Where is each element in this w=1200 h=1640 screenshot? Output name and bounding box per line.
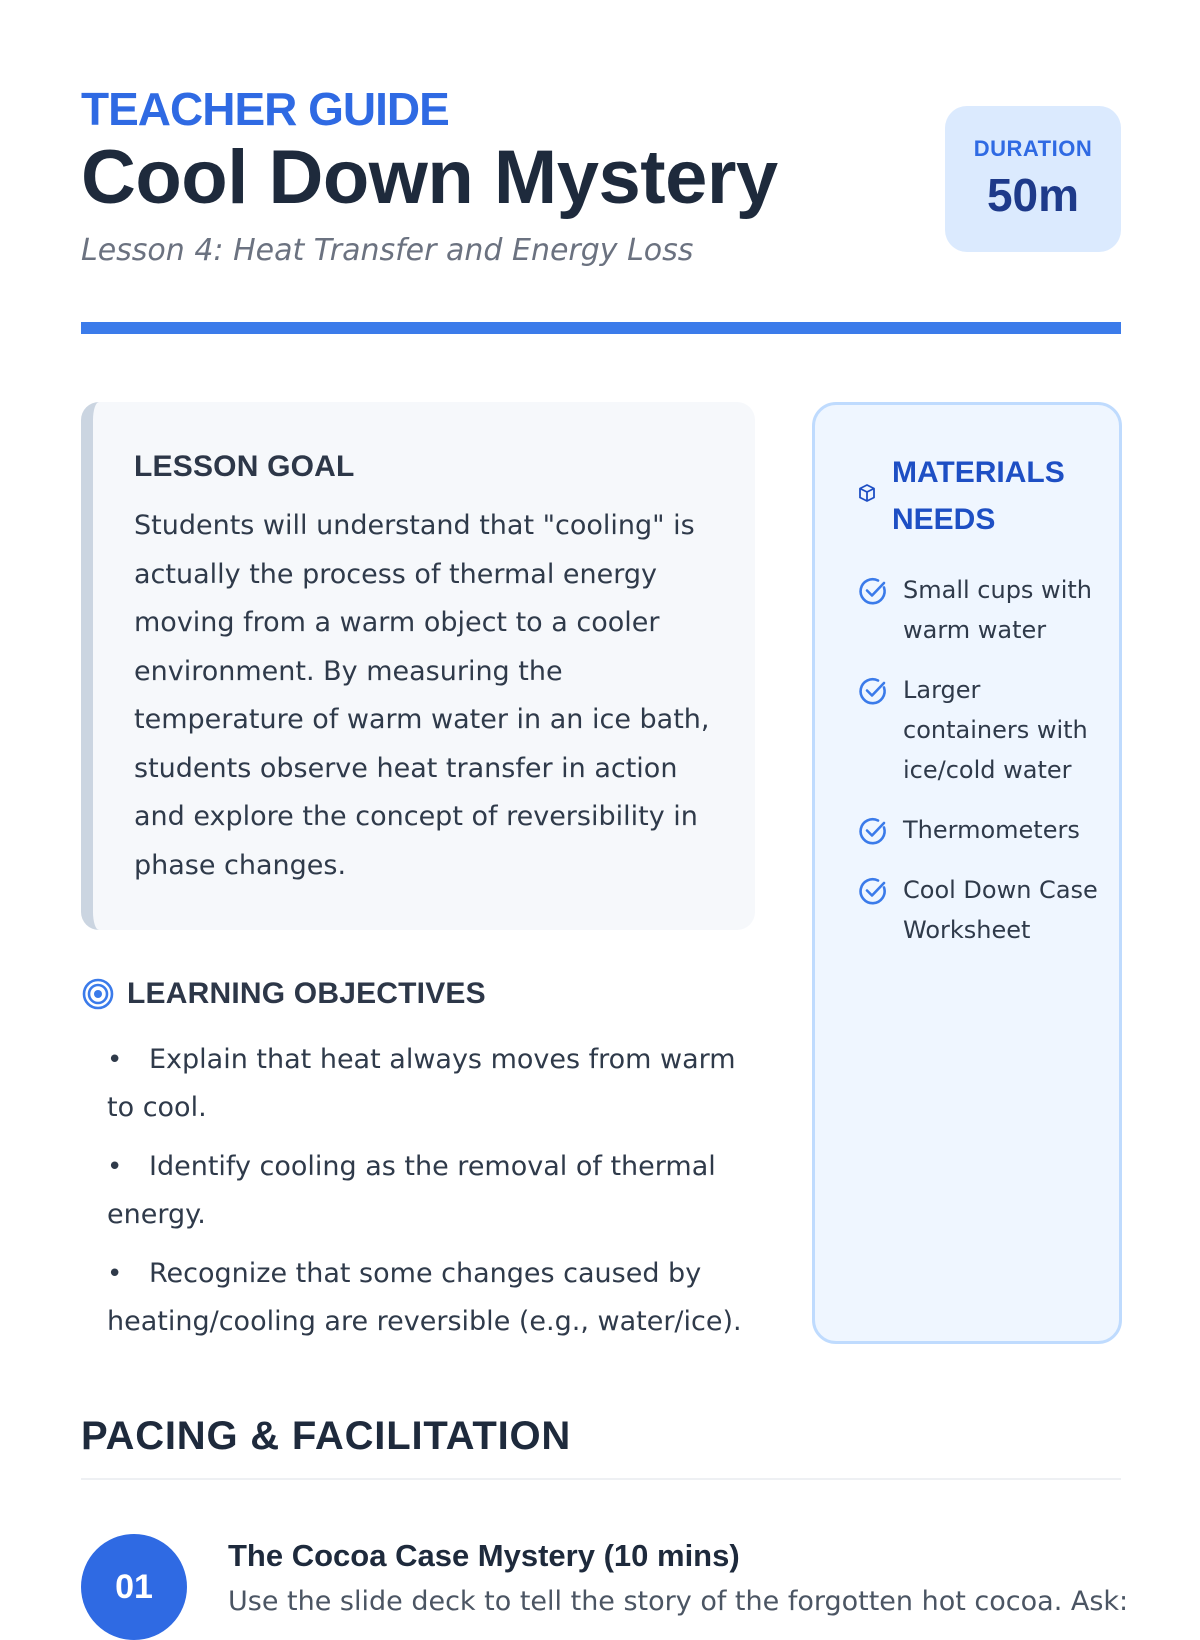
check-circle-icon (857, 575, 889, 607)
list-item (857, 810, 1107, 850)
list-item (107, 1250, 747, 1345)
learning-objectives-heading: LEARNING OBJECTIVES (127, 977, 486, 1010)
bullet-icon: • (107, 1152, 123, 1182)
bullet-icon: • (107, 1045, 123, 1075)
materials-list (857, 570, 1107, 970)
target-icon (81, 977, 115, 1011)
step-title: The Cocoa Case Mystery (10 mins) (228, 1538, 740, 1573)
material-text: Cool Down Case Worksheet (903, 876, 1098, 944)
step-number-badge: 01 (81, 1534, 187, 1640)
page-title: Cool Down Mystery (81, 135, 778, 220)
check-circle-icon (857, 675, 889, 707)
eyebrow-label: TEACHER GUIDE (81, 83, 449, 135)
pacing-heading: PACING & FACILITATION (81, 1414, 572, 1458)
material-text: Larger containers with ice/cold water (903, 676, 1088, 784)
duration-badge (945, 106, 1121, 252)
materials-heading: MATERIALS NEEDS (892, 456, 1065, 536)
list-item (107, 1036, 747, 1131)
page-subtitle: Lesson 4: Heat Transfer and Energy Loss (81, 233, 694, 268)
learning-objectives-list (107, 1036, 747, 1357)
lesson-goal-card (81, 402, 755, 930)
duration-label: DURATION (973, 136, 1093, 161)
list-item (857, 570, 1107, 650)
objective-text: Explain that heat always moves from warm to cool. (107, 1044, 736, 1123)
lesson-goal-heading: LESSON GOAL (134, 450, 355, 483)
material-text: Thermometers (903, 816, 1080, 844)
check-circle-icon (857, 875, 889, 907)
header-divider (81, 322, 1121, 334)
material-text: Small cups with warm water (903, 576, 1092, 644)
objective-text: Recognize that some changes caused by heating/cooling are reversible (e.g., water/ice). (107, 1258, 742, 1337)
pacing-divider (81, 1478, 1121, 1480)
learning-objectives-header (81, 975, 761, 1015)
check-circle-icon (857, 815, 889, 847)
objective-text: Identify cooling as the removal of thermal energy. (107, 1151, 716, 1230)
step-description: Use the slide deck to tell the story of the forgotten hot cocoa. Ask: (228, 1586, 1129, 1617)
lesson-goal-text: Students will understand that "cooling" is actually the process of thermal energy moving from a warm object to a cooler environment. By measuring the temperature of warm water in an ice bath, students observe heat transfer in action and explore the concept of reversibility in phase changes. (134, 510, 710, 881)
materials-panel (812, 402, 1122, 1344)
list-item (107, 1143, 747, 1238)
page-header (81, 78, 1121, 278)
bullet-icon: • (107, 1259, 123, 1289)
box-icon (857, 483, 877, 503)
duration-value: 50m (986, 169, 1080, 221)
list-item (857, 670, 1107, 790)
list-item (857, 870, 1107, 950)
